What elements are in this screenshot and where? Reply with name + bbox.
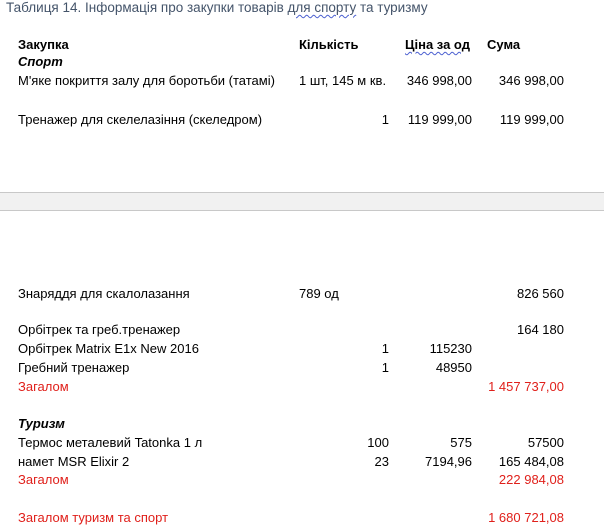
page-break <box>0 192 604 211</box>
tourism-row-1-qty: 23 <box>374 454 389 469</box>
tourism-row-0-name: Термос металевий Tatonka 1 л <box>18 435 203 450</box>
tourism-row-0-sum: 57500 <box>527 435 564 450</box>
sport-row-5-name: Гребний тренажер <box>18 360 130 375</box>
sport-row-4-price: 115230 <box>429 341 472 356</box>
header-sum: Сума <box>487 37 521 52</box>
sport-row-5-price: 48950 <box>435 360 472 375</box>
section-title-sport: Спорт <box>18 54 63 69</box>
tourism-total-label: Загалом <box>18 472 69 487</box>
sport-row-1-price: 119 999,00 <box>407 112 472 127</box>
grand-total-value: 1 680 721,08 <box>488 510 564 525</box>
sport-total-value: 1 457 737,00 <box>488 379 564 394</box>
section-title-tourism: Туризм <box>18 416 65 431</box>
caption-squiggly-text: для спорту <box>287 0 357 15</box>
sport-row-4-qty: 1 <box>381 341 389 356</box>
tourism-row-0-price: 575 <box>450 435 472 450</box>
sport-total-label: Загалом <box>18 379 69 394</box>
header-qty: Кількість <box>299 37 359 52</box>
sport-row-3-sum: 164 180 <box>517 322 564 337</box>
sport-row-1-qty: 1 <box>381 112 389 127</box>
table-caption <box>6 0 428 16</box>
sport-row-2-qty: 789 од <box>299 286 339 301</box>
sport-row-1-name: Тренажер для скелелазіння (скеледром) <box>18 112 263 127</box>
tourism-total-value: 222 984,08 <box>498 472 564 487</box>
header-item: Закупка <box>18 37 69 52</box>
caption-prefix: Таблиця 14. Інформація про закупки товарів <box>6 0 288 15</box>
sport-row-2-name: Знаряддя для скалолазання <box>18 286 190 301</box>
sport-row-0-price: 346 998,00 <box>406 73 472 88</box>
sport-row-0-name: М'яке покриття залу для боротьби (татамі) <box>18 73 275 88</box>
sport-row-3-name: Орбітрек та греб.тренажер <box>18 322 181 337</box>
tourism-row-1-price: 7194,96 <box>425 454 472 469</box>
tourism-row-0-qty: 100 <box>367 435 389 450</box>
sport-row-5-qty: 1 <box>381 360 389 375</box>
caption-suffix: та туризму <box>356 0 428 15</box>
tourism-row-1-sum: 165 484,08 <box>498 454 564 469</box>
sport-row-0-qty: 1 шт, 145 м кв. <box>299 73 387 88</box>
header-unit-price: Ціна за од <box>405 37 470 52</box>
sport-row-2-sum: 826 560 <box>517 286 564 301</box>
sport-row-1-sum: 119 999,00 <box>499 112 564 127</box>
tourism-row-1-name: намет MSR Elixir 2 <box>18 454 130 469</box>
sport-row-0-sum: 346 998,00 <box>498 73 564 88</box>
grand-total-label: Загалом туризм та спорт <box>18 510 169 525</box>
sport-row-4-name: Орбітрек Matrix E1x New 2016 <box>18 341 199 356</box>
